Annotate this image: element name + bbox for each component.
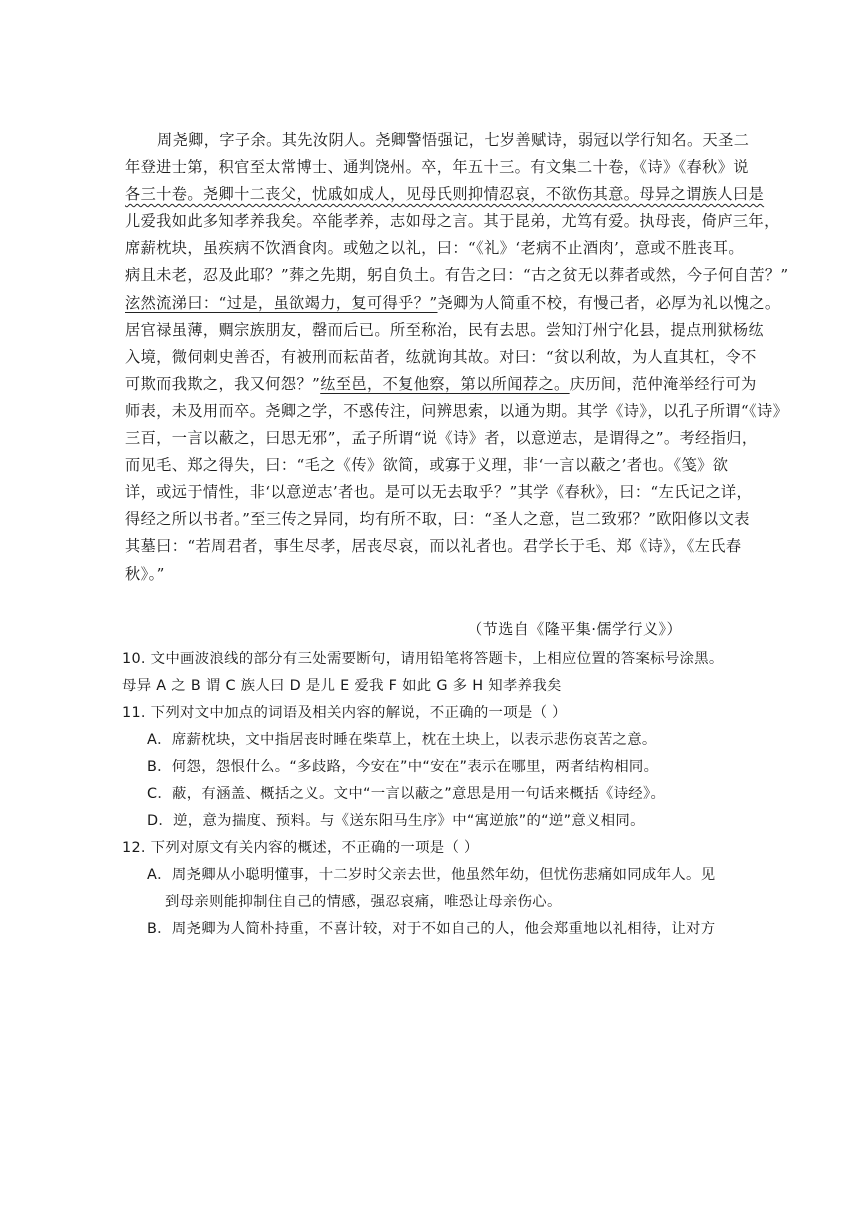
question-12-option-a: A．周尧卿从小聪明懂事，十二岁时父亲去世，他虽然年幼，但忧伤悲痛如同成年人。见 — [147, 867, 716, 883]
passage-source: （节选自《隆平集·儒学行义》） — [467, 620, 682, 638]
question-10: 10. 文中画波浪线的部分有三处需要断句，请用铅笔将答题卡，上相应位置的答案标号涂黑。 — [122, 651, 724, 667]
passage-text: 庆历间，范仲淹举经行可为 — [569, 374, 757, 393]
question-12: 12. 下列对原文有关内容的概述，不正确的一项是（ ） — [122, 840, 479, 856]
passage-line: 师表，未及用而卒。尧卿之学，不惑传注，问辨思索，以通为期。其学《诗》，以孔子所谓“《诗》 — [125, 401, 789, 420]
passage-text: 可欺而我欺之，我又何怨？” — [125, 374, 321, 393]
passage-line: 周尧卿，字子余。其先汝阴人。尧卿警悟强记，七岁善赋诗，弱冠以学行知名。天圣二 — [157, 131, 750, 149]
passage-line: 儿爱我如此多知孝养我矣。卒能孝养，志如母之言。其于昆弟，尤笃有爱。执母丧，倚庐三年， — [125, 212, 780, 231]
passage-line: 而见毛、郑之得失，曰：“毛之《传》欲简，或寡于义理，非‘一言以蔽之’者也。《笺》欲 — [125, 456, 729, 475]
passage-line-wavy — [125, 181, 765, 208]
wavy-underlined-text: 各三十卷。尧卿十二丧父，忧戚如成人，见母氏则抑情忍哀，不欲伤其意。母异之谓族人曰是 — [125, 185, 765, 204]
passage-line: 详，或远于情性，非‘以意逆志’者也。是可以无去取乎？”其学《春秋》，曰：“左氏记之详， — [125, 483, 753, 502]
passage-line: 居官禄虽薄，赒宗族朋友，罄而后已。所至称治，民有去思。尝知汀州宁化县，提点刑狱杨纮 — [125, 320, 765, 339]
question-12-option-a-cont: 到母亲则能抑制住自己的情感，强忍哀痛，唯恐让母亲伤心。 — [165, 894, 562, 910]
passage-line: 其墓曰：“若周君者，事生尽孝，居丧尽哀，而以礼者也。君学长于毛、郑《诗》，《左氏春 — [125, 537, 742, 556]
passage-line: 病且未老，忍及此耶？”葬之先期，躬自负土。有告之曰：“古之贫无以葬者或然，今子何自苦？” — [125, 266, 789, 285]
passage-line: 年登进士第，积官至太常博士、通判饶州。卒，年五十三。有文集二十卷，《诗》《春秋》说 — [125, 158, 749, 177]
passage-line: 入境，微伺刺史善否，有被刑而耘苗者，纮就询其故。对曰：“贫以利故，为人直其杠，令不 — [125, 347, 757, 366]
passage-line — [125, 290, 781, 317]
question-12-option-b: B．周尧卿为人简朴持重，不喜计较，对于不如自己的人，他会郑重地以礼相待，让对方 — [147, 921, 716, 937]
passage-line: 席薪枕块，虽疾病不饮酒食肉。或勉之以礼，曰：“《礼》‘老病不止酒肉’，意或不胜丧耳。 — [125, 239, 744, 258]
question-10-options: 母异 A 之 B 谓 C 族人曰 D 是儿 E 爱我 F 如此 G 多 H 知孝养我矣 — [122, 678, 562, 694]
question-11-option-d: D．逆，意为揣度、预料。与《送东阳马生序》中“寓逆旅”的“逆”意义相同。 — [147, 813, 645, 829]
passage-line: 三百，一言以蔽之，曰思无邪”，孟子所谓“说《诗》者，以意逆志，是谓得之”。考经指归， — [125, 429, 758, 448]
underlined-sentence: 纮至邑，不复他察，第以所闻荐之。 — [320, 374, 570, 393]
passage-text: 尧卿为人简重不校，有慢己者，必厚为礼以愧之。 — [437, 293, 781, 312]
question-11-option-a: A．席薪枕块，文中指居丧时睡在柴草上，枕在土块上，以表示悲伤哀苦之意。 — [147, 732, 657, 748]
question-11-option-c: C．蔽，有涵盖、概括之义。文中“一言以蔽之”意思是用一句话来概括《诗经》。 — [147, 786, 666, 802]
passage-line: 秋》。” — [125, 564, 165, 583]
passage-line — [125, 371, 757, 398]
underlined-sentence: 泫然流涕曰：“过是，虽欲竭力，复可得乎？” — [125, 293, 438, 312]
question-11-option-b: B．何怨，怨恨什么。“多歧路，今安在”中“安在”表示在哪里，两者结构相同。 — [147, 759, 659, 775]
classical-passage — [125, 127, 789, 588]
question-11: 11. 下列对文中加点的词语及相关内容的解说，不正确的一项是（ ） — [122, 705, 567, 721]
passage-line: 得经之所以书者。”至三传之异同，均有所不取，曰：“圣人之意，岂二致邪？”欧阳修以文表 — [125, 510, 750, 529]
questions-section — [122, 646, 724, 943]
